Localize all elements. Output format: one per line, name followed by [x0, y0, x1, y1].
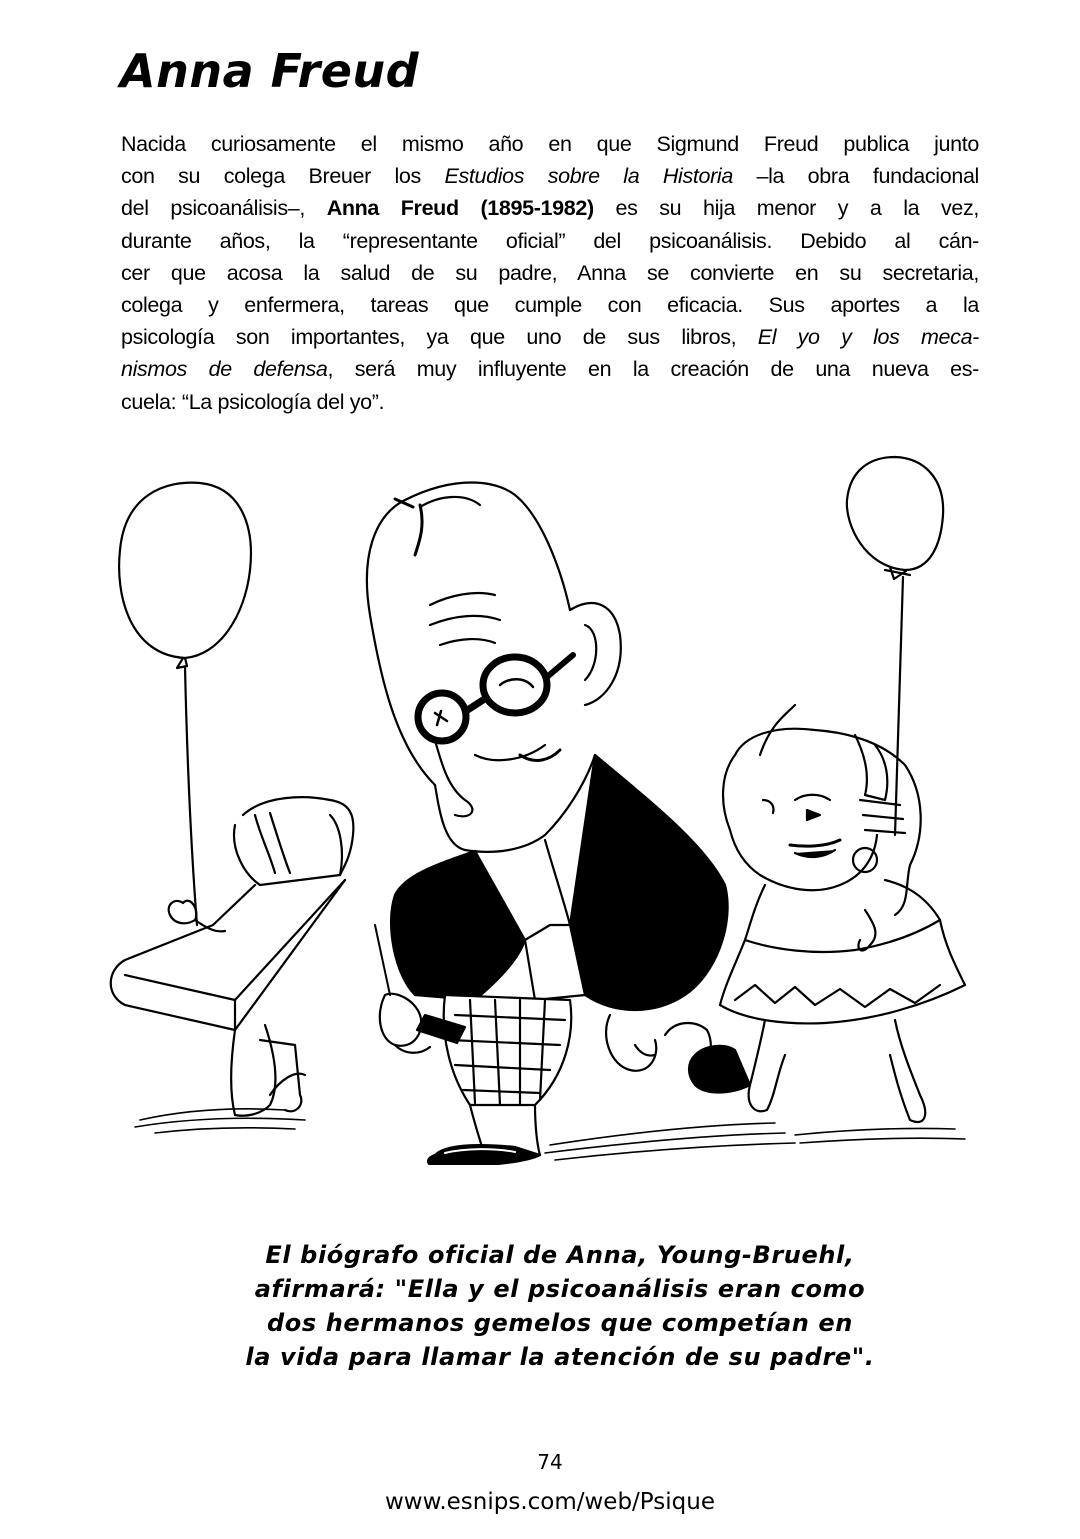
caption-line: El biógrafo oficial de Anna, Young-Bruehl, — [265, 1241, 855, 1269]
body-line — [121, 353, 979, 385]
caption-line: afirmará: "Ella y el psicoanálisis eran como — [254, 1275, 866, 1303]
text-segment: es su hija menor y a la vez, — [593, 196, 979, 221]
illustration-caption — [170, 1238, 950, 1374]
body-line — [121, 321, 979, 353]
text-segment: cuela: “La psicología del yo”. — [121, 389, 385, 414]
right-balloon-icon — [847, 457, 943, 835]
footer-url: www.esnips.com/web/Psique — [385, 1489, 715, 1515]
body-line — [121, 257, 979, 289]
body-line — [121, 160, 979, 192]
text-segment: durante años, la “representante oficial” del psicoanálisis. Debido al cán- — [121, 228, 979, 253]
body-line — [121, 192, 979, 224]
text-segment: –la obra fundacional — [732, 164, 979, 189]
text-segment: Nacida curiosamente el mismo año en que Sigmund Freud publica junto — [121, 132, 979, 156]
text-segment: cer que acosa la salud de su padre, Anna se convierte en su secretaria, — [121, 260, 979, 285]
caption-line: la vida para llamar la atención de su padre". — [245, 1343, 875, 1371]
left-balloon-icon — [119, 483, 251, 925]
text-segment: psicología son importantes, ya que uno de sus libros, — [121, 325, 758, 350]
walking-couch-icon — [111, 797, 354, 1115]
page-number: 74 — [537, 1450, 563, 1474]
freud-caricature-illustration — [95, 455, 990, 1165]
text-segment: del psicoanálisis–, — [121, 196, 327, 221]
body-line — [121, 289, 979, 321]
sigmund-freud-caricature — [367, 483, 728, 1166]
plaid-trousers — [417, 995, 571, 1105]
name-and-dates: Anna Freud (1895-1982) — [326, 196, 594, 221]
text-segment: , será muy influyente en la creación de una nueva es- — [327, 357, 979, 382]
text-segment: colega y enfermera, tareas que cumple con eficacia. Sus aportes a la — [121, 293, 979, 318]
text-segment: con su colega Breuer los — [121, 164, 445, 189]
book-title-el-yo-cont: nismos de defensa — [121, 357, 328, 382]
body-line — [121, 128, 979, 160]
book-title-el-yo: El yo y los meca- — [757, 325, 979, 350]
body-line — [121, 386, 979, 418]
ground-shadow — [135, 1109, 965, 1160]
body-paragraph — [121, 128, 979, 418]
caption-line: dos hermanos gemelos que competían en — [266, 1309, 853, 1337]
body-line — [121, 225, 979, 257]
page-title: Anna Freud — [120, 44, 420, 98]
book-title-estudios: Estudios sobre la Historia — [444, 164, 733, 189]
